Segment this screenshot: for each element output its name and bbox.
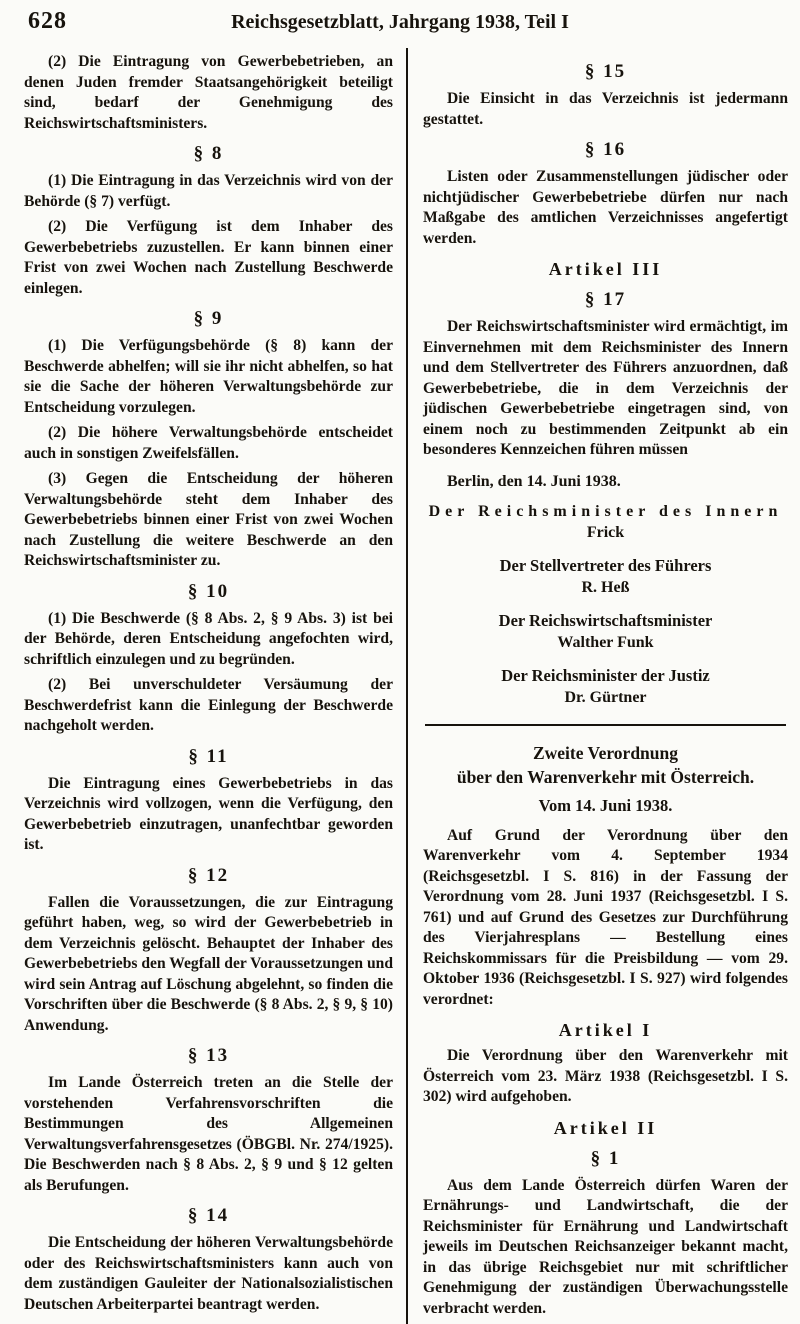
article-heading: Artikel I — [558, 1020, 653, 1040]
article-heading: Artikel III — [548, 259, 663, 279]
left-column — [0, 46, 406, 1324]
body-paragraph: Auf Grund der Verordnung über den Warenverkehr vom 4. September 1934 (Reichsgesetzbl. I S. 816) in der Fassung der Verordnung vom 28. Juni 1937 (Reichsgesetzbl. I S. 761) und auf Grund des Gesetzes zur Durchführung des Vierjahresplans — Bestellung eines Reichskommissars für die Preisbildung — vom 29. Oktober 1936 (Reichsgesetzbl. I S. 927) wird folgendes verordnet: — [423, 826, 788, 1008]
section-heading: § 8 — [193, 143, 224, 164]
section-heading: § 11 — [188, 745, 229, 767]
section-heading: § 10 — [187, 580, 230, 602]
body-paragraph: (2) Die höhere Verwaltungsbehörde entscheidet auch in sonstigen Zweifelsfällen. — [24, 424, 393, 462]
body-paragraph: (2) Bei unverschuldeter Versäumung der Beschwerdefrist kann die Einlegung der Beschwerde nachgeholt werden. — [24, 676, 393, 734]
body-paragraph: (1) Die Beschwerde (§ 8 Abs. 2, § 9 Abs. 3) ist bei der Behörde, deren Entscheidung angefochten wird, schriftlich einzulegen und zu begründen. — [24, 609, 393, 668]
section-heading: § 14 — [187, 1205, 230, 1226]
signature-title: Der Stellvertreter des Führers — [499, 555, 712, 575]
separator-rule — [425, 724, 786, 726]
section-heading: § 16 — [584, 139, 627, 160]
body-paragraph: Die Verordnung über den Warenverkehr mit Österreich vom 23. März 1938 (Reichsgesetzbl. I S. 302) wird aufgehoben. — [423, 1047, 788, 1105]
regulation-date: Vom 14. Juni 1938. — [538, 795, 673, 815]
signature-name: Dr. Gürtner — [564, 688, 647, 706]
section-heading: § 1 — [590, 1147, 621, 1169]
signature-title: Der Reichsminister des Innern — [428, 502, 783, 520]
section-heading: § 15 — [584, 61, 627, 82]
article-heading: Artikel II — [553, 1117, 658, 1138]
regulation-title: über den Warenverkehr mit Österreich. — [456, 766, 755, 787]
right-column — [408, 46, 800, 1324]
body-paragraph: (1) Die Eintragung in das Verzeichnis wird von der Behörde (§ 7) verfügt. — [24, 172, 393, 210]
body-paragraph: Der Reichswirtschaftsminister wird ermächtigt, im Einvernehmen mit dem Reichsminister des Innern und dem Stellvertreter des Führers anzuordnen, daß Gewerbebetriebe, die in dem Verzeichnis der jüdischen Gewerbebetriebe eingetragen sind, von einem noch zu bestimmenden Zeitpunkt ab ein besonderes Kennzeichen führen müssen — [423, 318, 788, 458]
page-number: 628 — [28, 8, 67, 34]
section-heading: § 13 — [187, 1045, 230, 1066]
body-paragraph: (2) Die Verfügung ist dem Inhaber des Gewerbebetriebs zuzustellen. Er kann binnen einer Frist von zwei Wochen nach Zustellung Beschwerde einlegen. — [24, 218, 393, 297]
body-paragraph: Im Lande Österreich treten an die Stelle der vorstehenden Verfahrensvorschriften die Bestimmungen des Allgemeinen Verwaltungsverfahrensgesetzes (ÖBGBl. Nr. 274/1925). Die Beschwerden nach § 8 Abs. 2, § 9 und § 12 gelten als Berufungen. — [24, 1074, 393, 1194]
signature-name: Walther Funk — [557, 633, 654, 651]
signature-title: Der Reichswirtschaftsminister — [498, 610, 713, 630]
signature-name: Frick — [586, 523, 625, 541]
body-paragraph: (2) Die Eintragung von Gewerbebetrieben, an denen Juden fremder Staatsangehörigkeit beteiligt sind, bedarf der Genehmigung des Reichswirtschaftsministers. — [24, 53, 393, 132]
body-paragraph: Die Einsicht in das Verzeichnis ist jedermann gestattet. — [423, 90, 788, 128]
body-paragraph: Aus dem Lande Österreich dürfen Waren der Ernährungs- und Landwirtschaft, die der Reichsminister für Ernährung und Landwirtschaft jeweils im Deutschen Reichsanzeiger bekannt macht, in das übrige Reichsgebiet nur mit schriftlicher Genehmigung der zuständigen Überwachungsstelle verbracht werden. — [423, 1176, 788, 1317]
two-column-body — [0, 46, 800, 1324]
section-heading: § 17 — [584, 289, 627, 310]
signature-title: Der Reichsminister der Justiz — [501, 665, 710, 685]
body-paragraph: Die Eintragung eines Gewerbebetriebs in das Verzeichnis wird vollzogen, wenn die Verfügung, den Gewerbebetrieb einzutragen, unanfechtbar geworden ist. — [24, 774, 393, 853]
body-paragraph: Listen oder Zusammenstellungen jüdischer oder nichtjüdischer Gewerbebetriebe dürfen nur nach Maßgabe des amtlichen Verzeichnisses angefertigt werden. — [423, 168, 788, 247]
body-paragraph: Die Entscheidung der höheren Verwaltungsbehörde oder des Reichswirtschaftsministers kann auch von dem zuständigen Gauleiter der Nationalsozialistischen Deutschen Arbeiterpartei beantragt werden. — [24, 1234, 393, 1313]
signature-name: R. Heß — [581, 578, 630, 596]
regulation-title: Zweite Verordnung — [532, 742, 679, 763]
dateline: Berlin, den 14. Juni 1938. — [447, 472, 621, 490]
journal-title: Reichsgesetzblatt, Jahrgang 1938, Teil I — [231, 11, 569, 33]
page-header — [0, 0, 800, 46]
body-paragraph: Fallen die Voraussetzungen, die zur Eintragung geführt haben, weg, so wird der Gewerbebetrieb in dem Verzeichnis gelöscht. Behauptet der Inhaber des Gewerbebetriebs den Wegfall der Voraussetzungen und wird sein Antrag auf Löschung abgelehnt, so finden die Vorschriften über die Beschwerde (§ 8 Abs. 2, § 9, § 10) Anwendung. — [24, 893, 393, 1034]
body-paragraph: (3) Gegen die Entscheidung der höheren Verwaltungsbehörde steht dem Inhaber des Gewerbebetriebs binnen einer Frist von zwei Wochen nach Zustellung die weitere Beschwerde an den Reichswirtschaftsminister zu. — [24, 470, 393, 569]
body-paragraph: (1) Die Verfügungsbehörde (§ 8) kann der Beschwerde abhelfen; will sie ihr nicht abhelfen, so hat sie die Sache der höheren Verwaltungsbehörde zur Entscheidung vorzulegen. — [24, 337, 393, 416]
section-heading: § 9 — [193, 308, 224, 329]
section-heading: § 12 — [187, 864, 230, 886]
